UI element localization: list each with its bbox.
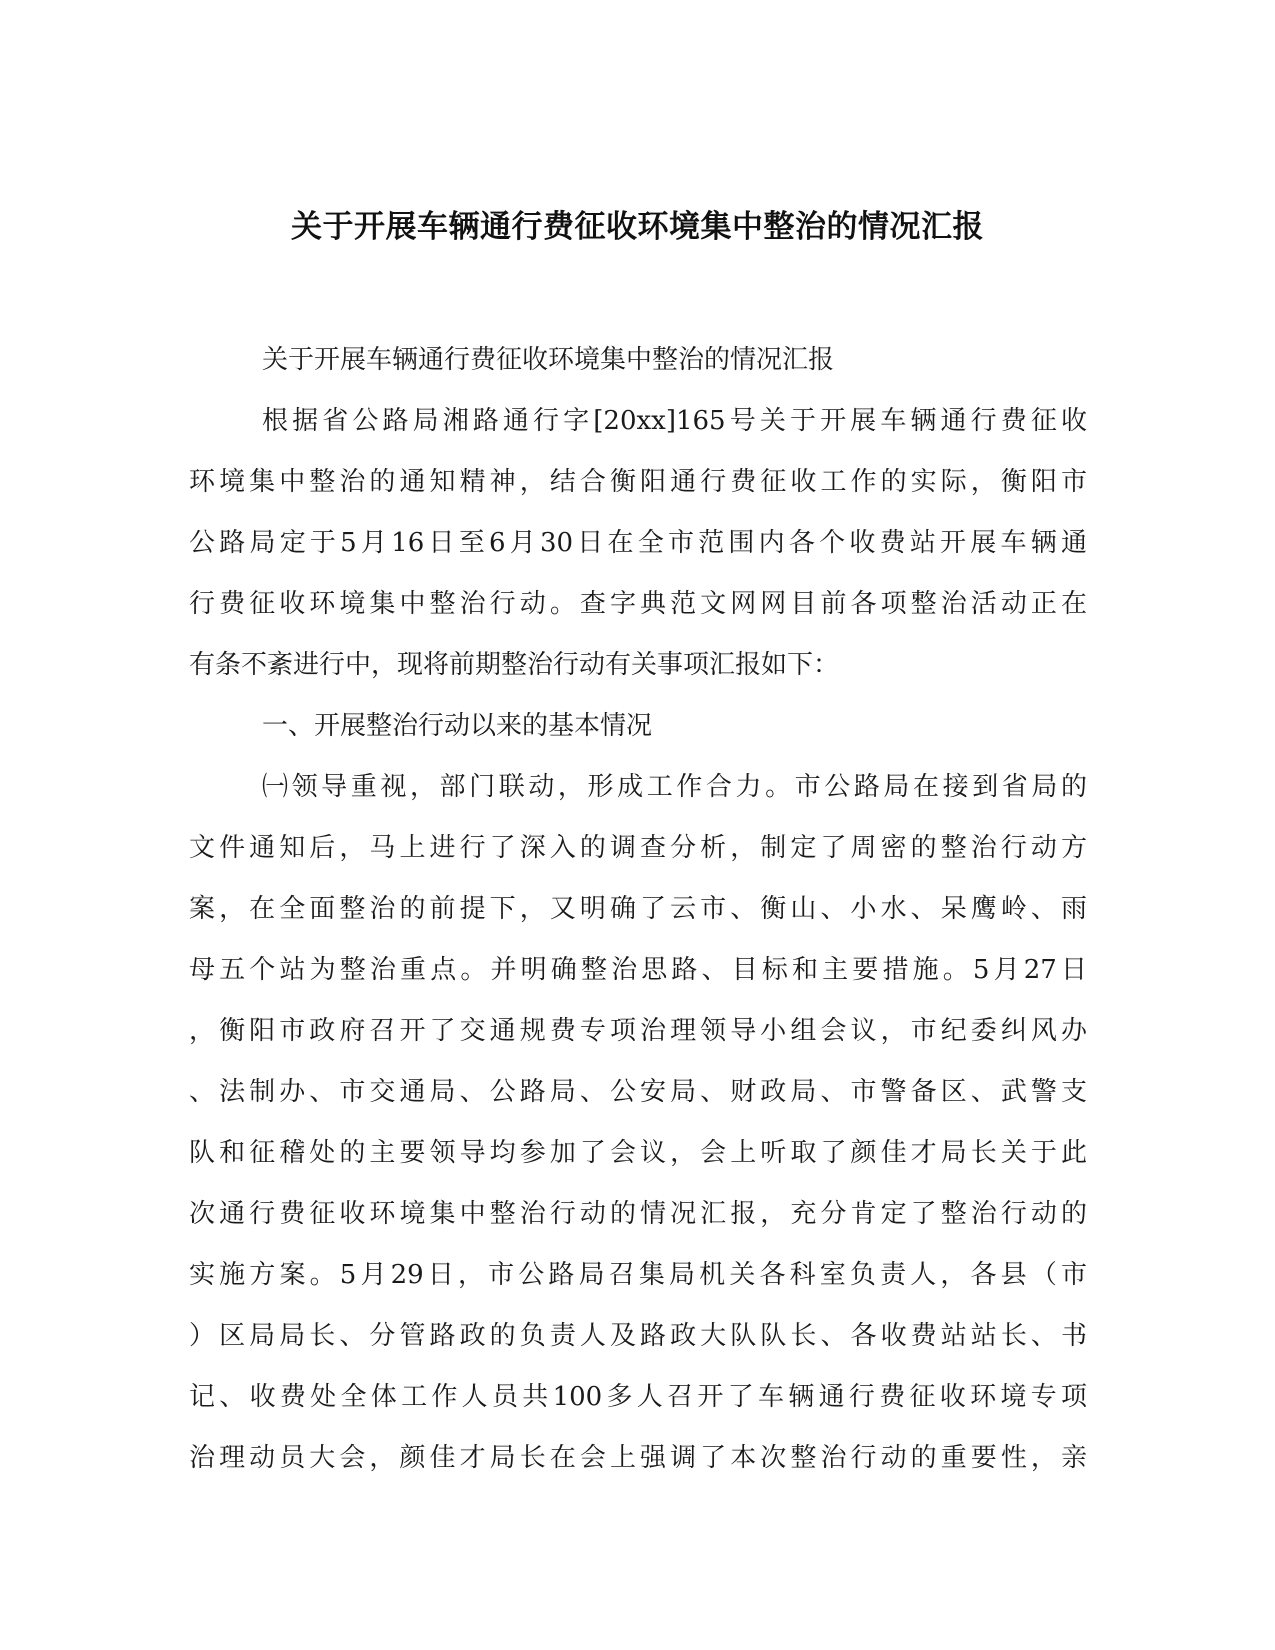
body-line: 治理动员大会，颜佳才局长在会上强调了本次整治行动的重要性，亲 [189,1443,1087,1473]
body-line: 母五个站为整治重点。并明确整治思路、目标和主要措施。5月27日 [189,955,1087,985]
body-line: 记、收费处全体工作人员共100多人召开了车辆通行费征收环境专项 [189,1382,1087,1412]
body-line: 队和征稽处的主要领导均参加了会议，会上听取了颜佳才局长关于此 [189,1138,1087,1168]
body-line: 根据省公路局湘路通行字[20xx]165号关于开展车辆通行费征收 [262,406,1087,436]
body-line: 案，在全面整治的前提下，又明确了云市、衡山、小水、呆鹰岭、雨 [189,894,1087,924]
document-title: 关于开展车辆通行费征收环境集中整治的情况汇报 [291,209,984,245]
body-line: 、法制办、市交通局、公路局、公安局、财政局、市警备区、武警支 [189,1077,1087,1107]
body-line: 公路局定于5月16日至6月30日在全市范围内各个收费站开展车辆通 [189,528,1087,558]
section-heading: 一、开展整治行动以来的基本情况 [262,711,653,741]
body-subtitle-line: 关于开展车辆通行费征收环境集中整治的情况汇报 [262,345,835,375]
body-line: 环境集中整治的通知精神，结合衡阳通行费征收工作的实际，衡阳市 [189,467,1087,497]
body-line: 实施方案。5月29日，市公路局召集局机关各科室负责人，各县（市 [189,1260,1087,1290]
document-body [189,330,1087,1489]
body-line: 有条不紊进行中，现将前期整治行动有关事项汇报如下： [189,650,840,680]
body-line: ，衡阳市政府召开了交通规费专项治理领导小组会议，市纪委纠风办 [189,1016,1087,1046]
body-line: 行费征收环境集中整治行动。查字典范文网网目前各项整治活动正在 [189,589,1087,619]
body-line: ）区局局长、分管路政的负责人及路政大队队长、各收费站站长、书 [189,1321,1087,1351]
body-line: 文件通知后，马上进行了深入的调查分析，制定了周密的整治行动方 [189,833,1087,863]
body-line: 次通行费征收环境集中整治行动的情况汇报，充分肯定了整治行动的 [189,1199,1087,1229]
body-line: ㈠领导重视，部门联动，形成工作合力。市公路局在接到省局的 [262,772,1087,802]
